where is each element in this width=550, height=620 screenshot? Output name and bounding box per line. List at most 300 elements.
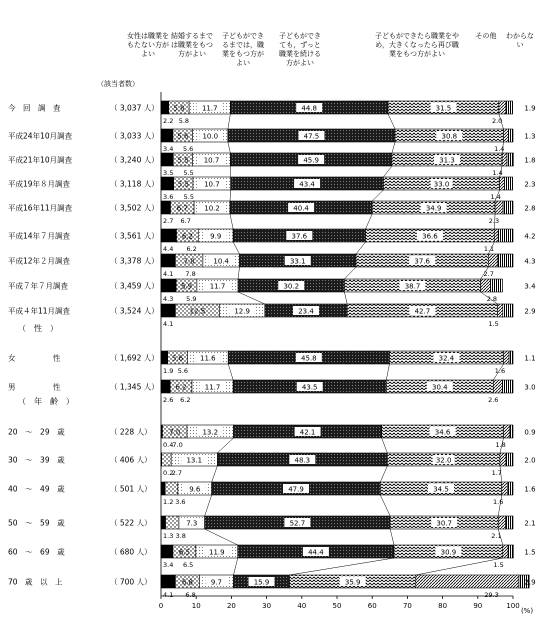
row-count: （ 3,459 人）: [110, 281, 159, 291]
bar-segment: [503, 201, 513, 214]
bar-segment: [499, 101, 506, 114]
connector-line: [344, 292, 347, 304]
legend-label: るまでは，職: [222, 41, 264, 49]
data-label: 47.9: [288, 485, 304, 494]
bar-segment: [161, 304, 175, 317]
data-label: 42.1: [299, 428, 316, 437]
bar-segment: [481, 279, 491, 292]
data-label: 30.7: [436, 519, 452, 528]
legend-item-0: [127, 31, 169, 58]
bar-segment: [161, 177, 174, 190]
bar-row: [161, 482, 536, 506]
data-label: 52.7: [289, 519, 306, 528]
bar-segment: [506, 516, 513, 529]
row-label: 平成19年８月調査: [8, 179, 71, 189]
data-label: 40.4: [293, 204, 309, 213]
data-label: 5.8: [178, 117, 190, 125]
row-count: （ 522 人）: [110, 518, 152, 528]
data-label: 2.7: [163, 217, 174, 225]
row-count: （ 1,345 人）: [110, 382, 159, 392]
bar-segment: [505, 177, 513, 190]
bar-segment: [490, 279, 502, 292]
x-unit-label: (%): [520, 607, 534, 615]
data-label: 2.6: [488, 396, 499, 404]
data-label: 7.8: [185, 270, 196, 278]
bar-row: [161, 453, 536, 477]
legend-label: 子どもができ: [279, 32, 321, 40]
data-label: 37.6: [414, 257, 430, 266]
bar-segment: [502, 482, 508, 495]
row-count: （ 3,561 人）: [110, 231, 159, 241]
legend-label: わからな: [506, 32, 534, 40]
data-label: 2.6: [163, 396, 174, 404]
data-label: 31.5: [435, 104, 452, 113]
bar-segment: [493, 380, 502, 393]
x-tick-label: 70: [402, 602, 412, 610]
row-count: （ 3,240 人）: [110, 155, 159, 165]
bar-row: [161, 177, 536, 201]
bar-segment: [488, 254, 498, 267]
legend-label: 職業を続ける: [279, 50, 321, 58]
legend-label: 子どもができたら職業をや: [375, 32, 459, 40]
connector-line: [289, 558, 394, 575]
data-label: 6.2: [175, 383, 187, 392]
data-label: 4.4: [163, 245, 174, 253]
data-label: 1.5: [488, 320, 499, 328]
bars: [161, 101, 536, 599]
x-tick-label: 40: [297, 602, 307, 610]
data-label: 30.8: [441, 132, 458, 141]
data-label: 6.2: [180, 396, 191, 404]
bar-segment: [504, 351, 510, 364]
row-count: （ 228 人）: [110, 427, 152, 437]
data-label: 48.3: [294, 456, 311, 465]
bar-row: [161, 351, 536, 375]
data-label: 12.9: [234, 307, 250, 316]
data-label: 13.2: [202, 428, 219, 437]
row-label: 女 性: [8, 353, 61, 363]
legend-label: い: [516, 41, 524, 49]
data-label: 2.8: [524, 204, 536, 213]
data-label: 2.9: [524, 578, 536, 587]
data-label: 7.3: [186, 519, 198, 528]
row-label: 平成12年２月調査: [8, 256, 71, 266]
legend-label: 業をもつ方が: [222, 50, 264, 58]
data-label: 44.4: [308, 548, 324, 557]
data-label: 5.8: [173, 104, 185, 113]
data-label: 7.8: [183, 257, 195, 266]
row-labels: [8, 103, 159, 587]
data-label: 11.7: [204, 383, 221, 392]
data-label: 32.4: [438, 354, 455, 363]
data-label: 6.8: [185, 591, 196, 599]
data-label: 3.5: [163, 169, 174, 177]
bar-segment: [498, 516, 505, 529]
data-label: 6.5: [182, 561, 194, 569]
data-label: 1.8: [495, 441, 506, 449]
data-label: 1.8: [524, 156, 536, 165]
legend-label: もたない方が: [127, 41, 169, 49]
connector-line: [230, 190, 231, 201]
data-label: 6.2: [186, 245, 197, 253]
row-count: （ 1,692 人）: [110, 353, 159, 363]
row-label: 平成７年７月調査: [8, 281, 68, 291]
bar-segment: [161, 254, 175, 267]
bar-segment: [504, 425, 510, 438]
data-label: 5.9: [186, 295, 197, 303]
data-label: 1.6: [493, 498, 504, 506]
legend-item-2: [222, 32, 264, 67]
data-label: 9.9: [210, 232, 222, 241]
row-label: 30 ～ 39 歳: [8, 455, 65, 465]
data-label: 2.1: [491, 532, 502, 540]
data-label: 6.5: [178, 548, 190, 557]
connector-line: [388, 114, 395, 129]
data-label: 1.4: [494, 145, 505, 153]
legend-label: は職業をもつ: [171, 41, 213, 49]
data-label: 2.7: [171, 469, 183, 477]
data-label: 5.5: [183, 169, 194, 177]
data-label: 5.5: [177, 180, 189, 189]
data-label: 1.4: [492, 169, 503, 177]
data-label: 9.6: [189, 485, 201, 494]
bar-segment: [502, 153, 507, 166]
bar-segment: [508, 545, 513, 558]
data-label: 3.8: [175, 532, 186, 540]
bar-segment: [509, 351, 513, 364]
connector-line: [416, 558, 503, 575]
connector-line: [386, 364, 389, 380]
row-count: （ 700 人）: [110, 577, 152, 587]
row-count: （ 680 人）: [110, 547, 152, 557]
x-tick-label: 80: [438, 602, 448, 610]
data-label: 4.1: [163, 270, 174, 278]
data-label: 1.4: [490, 193, 501, 201]
row-label: 平成14年７月調査: [8, 231, 71, 241]
bar-segment: [508, 129, 513, 142]
group-label: （ 年 齢 ）: [18, 397, 74, 406]
data-label: 10.0: [202, 132, 219, 141]
legend-label: 女性は職業を: [127, 32, 169, 40]
data-label: 0.2: [163, 469, 174, 477]
bar-segment: [161, 129, 173, 142]
x-tick-label: 10: [191, 602, 201, 610]
bar-row: [161, 380, 536, 404]
connector-line: [228, 364, 233, 380]
connector-line: [344, 267, 356, 279]
bar-segment: [498, 254, 513, 267]
legend-label: 業をもつ方がよい: [389, 50, 445, 58]
bar-segment: [502, 380, 513, 393]
row-label: 20 ～ 29 歳: [8, 427, 65, 437]
data-label: 2.0: [491, 117, 503, 125]
data-label: 5.6: [182, 145, 194, 153]
bar-row: [161, 229, 536, 253]
data-label: 11.7: [201, 104, 218, 113]
data-label: 43.5: [301, 383, 318, 392]
data-label: 7.0: [169, 428, 181, 437]
data-label: 11.6: [200, 354, 216, 363]
x-tick-label: 90: [473, 602, 483, 610]
bar-row: [161, 101, 536, 125]
connector-line: [380, 466, 387, 482]
bar-segment: [161, 229, 176, 242]
data-label: 2.0: [524, 456, 536, 465]
data-label: 0.9: [524, 428, 536, 437]
data-label: 2.9: [524, 307, 536, 316]
data-label: 31.3: [439, 156, 455, 165]
row-count: （ 3,378 人）: [110, 256, 159, 266]
data-label: 30.2: [283, 282, 300, 291]
connector-line: [234, 558, 238, 575]
data-label: 6.2: [181, 232, 193, 241]
data-label: 1.3: [524, 132, 536, 141]
data-label: 15.9: [253, 578, 270, 587]
data-label: 1.2: [163, 498, 174, 506]
data-label: 13.1: [186, 456, 203, 465]
n-header: （該当者数）: [97, 80, 139, 88]
row-label: 40 ～ 49 歳: [8, 484, 65, 494]
bar-row: [161, 129, 536, 153]
connector-line: [356, 242, 366, 254]
connector-line: [233, 242, 239, 254]
row-label: 男 性: [8, 382, 61, 392]
data-label: 9.7: [210, 578, 223, 587]
x-tick-label: 20: [226, 602, 236, 610]
bar-row: [161, 254, 536, 278]
legend-item-4: [375, 31, 459, 58]
connector-line: [238, 267, 239, 279]
bar-segment: [161, 279, 176, 292]
connector-line: [205, 529, 238, 545]
row-label: 60 ～ 69 歳: [8, 547, 65, 557]
data-label: 45.8: [301, 354, 317, 363]
data-label: 3.4: [163, 561, 174, 569]
data-label: 33.1: [289, 257, 306, 266]
data-label: 6.8: [181, 578, 193, 587]
data-label: 38.7: [404, 282, 421, 291]
connector-line: [212, 466, 218, 482]
x-tick-label: 60: [367, 602, 377, 610]
legend-label: 結婚するまで: [171, 32, 213, 40]
bar-segment: [510, 425, 513, 438]
legend-label: その他: [475, 32, 497, 40]
bar-segment: [165, 482, 178, 495]
bar-row: [161, 425, 536, 449]
bar-row: [161, 516, 536, 540]
bar-row: [161, 575, 536, 599]
bar-segment: [161, 101, 169, 114]
x-tick-label: 0: [158, 602, 164, 610]
connector-line: [372, 190, 383, 201]
data-label: 3.4: [163, 145, 174, 153]
connector-line: [228, 142, 230, 153]
data-label: 4.1: [163, 591, 174, 599]
connector-line: [390, 529, 394, 545]
row-count: （ 3,524 人）: [110, 306, 159, 316]
data-label: 5.9: [180, 282, 193, 291]
data-label: 1.5: [524, 548, 536, 557]
legend-label: め，大きくなったら再び職: [375, 41, 459, 49]
bar-segment: [506, 453, 513, 466]
data-label: 4.1: [163, 320, 174, 328]
legend: [97, 31, 534, 88]
data-label: 47.5: [303, 132, 320, 141]
data-label: 2.7: [483, 270, 494, 278]
data-label: 1.9: [163, 367, 174, 375]
data-label: 23.4: [298, 307, 314, 316]
data-label: 10.4: [213, 257, 229, 266]
legend-label: 方がよい: [286, 59, 314, 67]
row-count: （ 3,118 人）: [110, 179, 159, 189]
connector-line: [392, 142, 395, 153]
data-label: 3.6: [163, 193, 174, 201]
data-label: 5.6: [177, 367, 189, 375]
bar-segment: [500, 177, 505, 190]
row-count: （ 3,033 人）: [110, 131, 159, 141]
bar-segment: [504, 129, 509, 142]
legend-item-6: [506, 32, 534, 49]
data-label: 45.9: [303, 156, 319, 165]
bar-segment: [161, 482, 165, 495]
data-label: 10.2: [204, 204, 220, 213]
x-tick-label: 30: [262, 602, 272, 610]
data-label: 34.5: [433, 485, 449, 494]
data-label: 36.6: [422, 232, 438, 241]
data-label: 3.6: [175, 498, 186, 506]
data-label: 0.4: [163, 441, 174, 449]
data-label: 4.3: [524, 257, 536, 266]
data-label: 2.3: [524, 180, 536, 189]
row-label: 今 回 調 査: [8, 103, 61, 113]
data-label: 30.9: [440, 548, 457, 557]
bar-row: [161, 201, 536, 225]
data-label: 1.1: [483, 245, 495, 253]
bar-segment: [506, 101, 513, 114]
data-label: 2.2: [163, 117, 174, 125]
data-label: 6.7: [180, 217, 191, 225]
bar-segment: [503, 545, 508, 558]
row-label: 70 歳 以 上: [8, 577, 63, 587]
data-label: 32.0: [435, 456, 452, 465]
data-label: 43.4: [299, 180, 315, 189]
data-label: 1.5: [493, 561, 504, 569]
row-count: （ 501 人）: [110, 484, 152, 494]
legend-item-3: [279, 32, 321, 67]
data-label: 11.7: [209, 282, 226, 291]
data-label: 12.5: [189, 307, 206, 316]
connector-line: [230, 214, 233, 229]
row-label: 平成16年11月調査: [8, 203, 73, 213]
data-label: 5.6: [177, 132, 189, 141]
legend-item-5: [476, 31, 497, 40]
legend-label: よい: [236, 59, 250, 67]
bar-segment: [161, 575, 175, 588]
data-label: 34.9: [425, 204, 442, 213]
legend-label: 子どもができ: [222, 32, 264, 40]
row-label: 50 ～ 59 歳: [8, 518, 65, 528]
row-count: （ 3,502 人）: [110, 203, 159, 213]
bar-segment: [161, 153, 173, 166]
data-label: 5.6: [171, 354, 184, 363]
connector-line: [217, 438, 233, 453]
data-label: 5.5: [177, 156, 189, 165]
data-label: 4.3: [163, 295, 174, 303]
data-label: 1.3: [163, 532, 174, 540]
data-label: 5.5: [183, 193, 195, 201]
row-count: （ 3,037 人）: [110, 103, 159, 113]
group-label: （ 性 ）: [18, 324, 58, 333]
x-tick-label: 100: [506, 602, 520, 610]
row-label: 平成４年11月調査: [8, 306, 71, 316]
legend-label: ても，ずっと: [279, 41, 321, 49]
data-label: 1.9: [524, 104, 536, 113]
bar-segment: [498, 304, 503, 317]
connector-line: [205, 495, 212, 516]
bar-segment: [166, 516, 179, 529]
data-label: 11.9: [208, 548, 225, 557]
data-label: 42.7: [414, 307, 431, 316]
data-label: 7.0: [172, 441, 183, 449]
bar-segment: [161, 351, 168, 364]
row-count: （ 406 人）: [110, 455, 152, 465]
data-label: 37.6: [291, 232, 308, 241]
bar-segment: [161, 201, 171, 214]
data-label: 30.4: [431, 383, 448, 392]
bar-segment: [498, 229, 513, 242]
data-label: 2.8: [486, 295, 498, 303]
connector-line: [238, 292, 265, 304]
connector-line: [383, 166, 391, 177]
data-label: 4.2: [524, 232, 536, 241]
bar-segment: [500, 453, 506, 466]
bar-row: [161, 279, 536, 303]
bar-segment: [161, 516, 166, 529]
legend-label: 方がよい: [178, 50, 206, 58]
bar-segment: [507, 482, 513, 495]
legend-label: よい: [141, 50, 155, 58]
connector-line: [380, 495, 390, 516]
bar-segment: [161, 380, 170, 393]
data-label: 1.6: [524, 485, 536, 494]
data-label: 3.0: [524, 383, 536, 392]
x-tick-label: 50: [332, 602, 342, 610]
data-label: 1.7: [491, 469, 502, 477]
legend-item-1: [171, 31, 213, 58]
data-label: 3.4: [524, 282, 536, 291]
data-label: 1.6: [494, 367, 506, 375]
connector-line: [366, 214, 373, 229]
bar-segment: [503, 304, 513, 317]
connector-line: [382, 438, 388, 453]
bar-segment: [162, 453, 172, 466]
bar-segment: [161, 545, 173, 558]
data-label: 6.7: [176, 204, 188, 213]
data-label: 29.3: [484, 591, 499, 599]
bar-row: [161, 304, 536, 328]
bar-segment: [494, 229, 498, 242]
data-label: 10.7: [204, 180, 220, 189]
row-label: 平成21年10月調査: [8, 155, 73, 165]
data-label: 1.1: [524, 354, 536, 363]
bar-segment: [507, 153, 513, 166]
data-label: 10.7: [203, 156, 220, 165]
data-label: 35.9: [344, 578, 361, 587]
connector-line: [228, 114, 230, 129]
data-label: 44.8: [301, 104, 317, 113]
data-label: 2.1: [524, 519, 536, 528]
bar-segment: [495, 201, 503, 214]
